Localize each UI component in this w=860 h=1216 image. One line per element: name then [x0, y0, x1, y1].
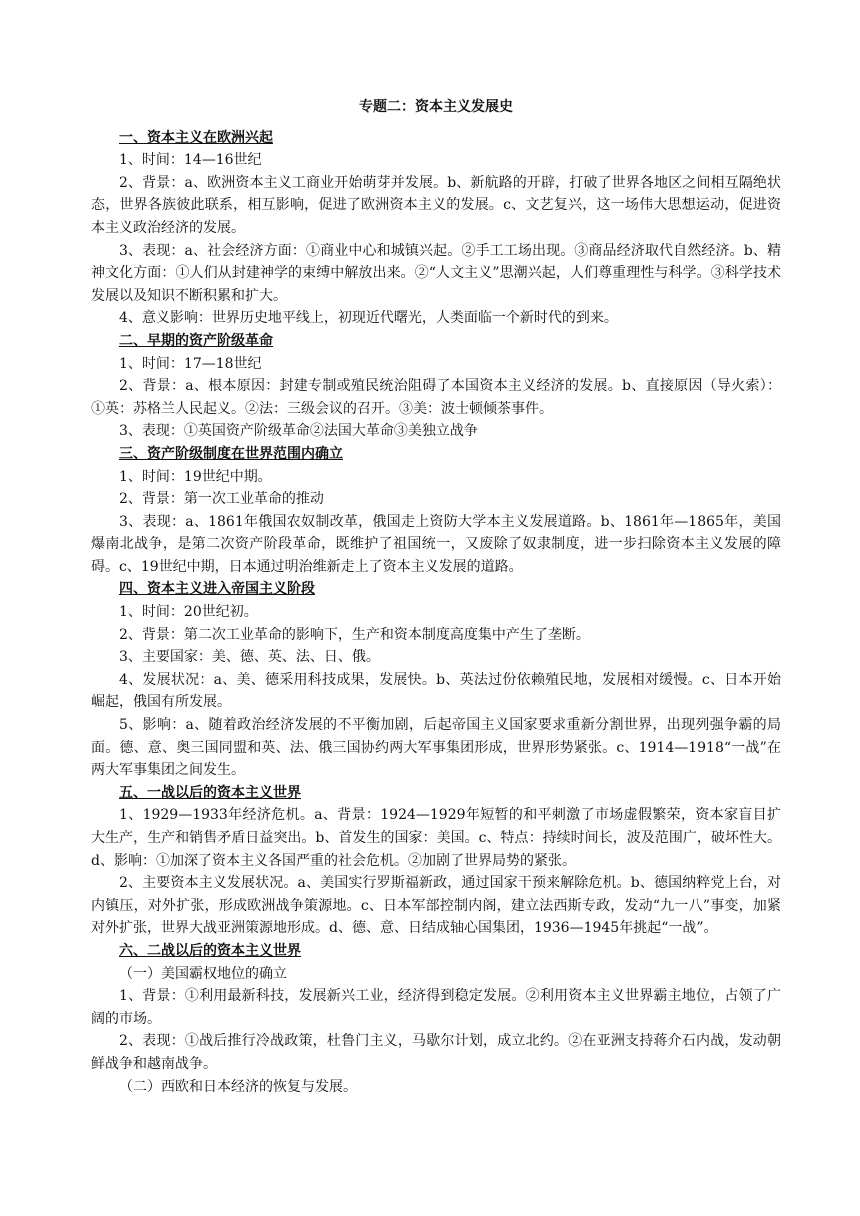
section-heading-1: 一、资本主义在欧洲兴起 — [119, 129, 273, 146]
paragraph: 4、意义影响：世界历史地平线上，初现近代曙光，人类面临一个新时代的到来。 — [119, 310, 618, 327]
document-page — [91, 96, 781, 1098]
paragraph: 2、背景：第一次工业革命的推动 — [119, 491, 324, 508]
section-heading-4: 四、资本主义进入帝国主义阶段 — [119, 581, 315, 598]
paragraph: 4、发展状况：a、美、德采用科技成果，发展快。b、英法过份依赖殖民地，发展相对缓慢。c、日本开始崛起，俄国有所发展。 — [91, 671, 781, 711]
paragraph: 3、表现：a、1861年俄国农奴制改革，俄国走上资防大学本主义发展道路。b、1861年—1865年，美国爆南北战争，是第二次资产阶段革命，既维护了祖国统一，又废除了奴隶制度，进一步扫除资本主义发展的障碍。c、19世纪中期，日本通过明治维新走上了资本主义发展的道路。 — [91, 513, 781, 575]
section-heading-6: 六、二战以后的资本主义世界 — [119, 942, 301, 959]
paragraph: 2、主要资本主义发展状况。a、美国实行罗斯福新政，通过国家干预来解除危机。b、德国纳粹党上台，对内镇压，对外扩张，形成欧洲战争策源地。c、日本军部控制内阁，建立法西斯专政，发动“九一八”事变，加紧对外扩张，世界大战亚洲策源地形成。d、德、意、日结成轴心国集团，1936—1945年挑起“一战”。 — [91, 875, 781, 937]
section-heading-3: 三、资产阶级制度在世界范围内确立 — [119, 445, 343, 462]
paragraph: 3、表现：a、社会经济方面：①商业中心和城镇兴起。②手工工场出现。③商品经济取代自然经济。b、精神文化方面：①人们从封建神学的束缚中解放出来。②“人文主义”思潮兴起，人们尊重理性与科学。③科学技术发展以及知识不断积累和扩大。 — [91, 242, 781, 304]
paragraph: 1、时间：14—16世纪 — [119, 152, 262, 169]
paragraph: 2、背景：a、根本原因：封建专制或殖民统治阻碍了本国资本主义经济的发展。b、直接原因（导火索）：①英：苏格兰人民起义。②法：三级会议的召开。③美：波士顿倾茶事件。 — [91, 378, 781, 417]
paragraph: 5、影响：a、随着政治经济发展的不平衡加剧，后起帝国主义国家要求重新分割世界，出现列强争霸的局面。德、意、奥三国同盟和英、法、俄三国协约两大军事集团形成，世界形势紧张。c、1914—1918“一战”在两大军事集团之间发生。 — [91, 717, 781, 779]
paragraph: 2、表现：①战后推行冷战政策，杜鲁门主义，马歇尔计划，成立北约。②在亚洲支持蒋介石内战，发动朝鲜战争和越南战争。 — [91, 1033, 781, 1072]
paragraph: 1、背景：①利用最新科技，发展新兴工业，经济得到稳定发展。②利用资本主义世界霸主地位，占领了广阔的市场。 — [91, 988, 781, 1027]
paragraph: 1、时间：17—18世纪 — [119, 355, 262, 372]
paragraph: 3、主要国家：美、德、英、法、日、俄。 — [119, 649, 380, 666]
paragraph: 2、背景：a、欧洲资本主义工商业开始萌芽并发展。b、新航路的开辟，打破了世界各地区之间相互隔绝状态，世界各族彼此联系，相互影响，促进了欧洲资本主义的发展。c、文艺复兴，这一场伟大思想运动，促进资本主义政治经济的发展。 — [91, 174, 781, 236]
section-heading-5: 五、一战以后的资本主义世界 — [119, 784, 301, 801]
paragraph: 1、1929—1933年经济危机。a、背景：1924—1929年短暂的和平刺激了市场虚假繁荣，资本家盲目扩大生产，生产和销售矛盾日益突出。b、首发生的国家：美国。c、特点：持续时间长，波及范围广，破坏性大。d、影响：①加深了资本主义各国严重的社会危机。②加剧了世界局势的紧张。 — [91, 807, 781, 869]
subheading: （二）西欧和日本经济的恢复与发展。 — [119, 1078, 357, 1095]
subheading: （一）美国霸权地位的确立 — [119, 965, 287, 982]
document-title: 专题二：资本主义发展史 — [359, 99, 513, 115]
paragraph: 1、时间：19世纪中期。 — [119, 468, 272, 485]
paragraph: 2、背景：第二次工业革命的影响下，生产和资本制度高度集中产生了垄断。 — [119, 626, 590, 643]
section-heading-2: 二、早期的资产阶级革命 — [119, 332, 273, 349]
paragraph: 1、时间：20世纪初。 — [119, 604, 258, 621]
paragraph: 3、表现：①英国资产阶级革命②法国大革命③美独立战争 — [119, 423, 478, 440]
